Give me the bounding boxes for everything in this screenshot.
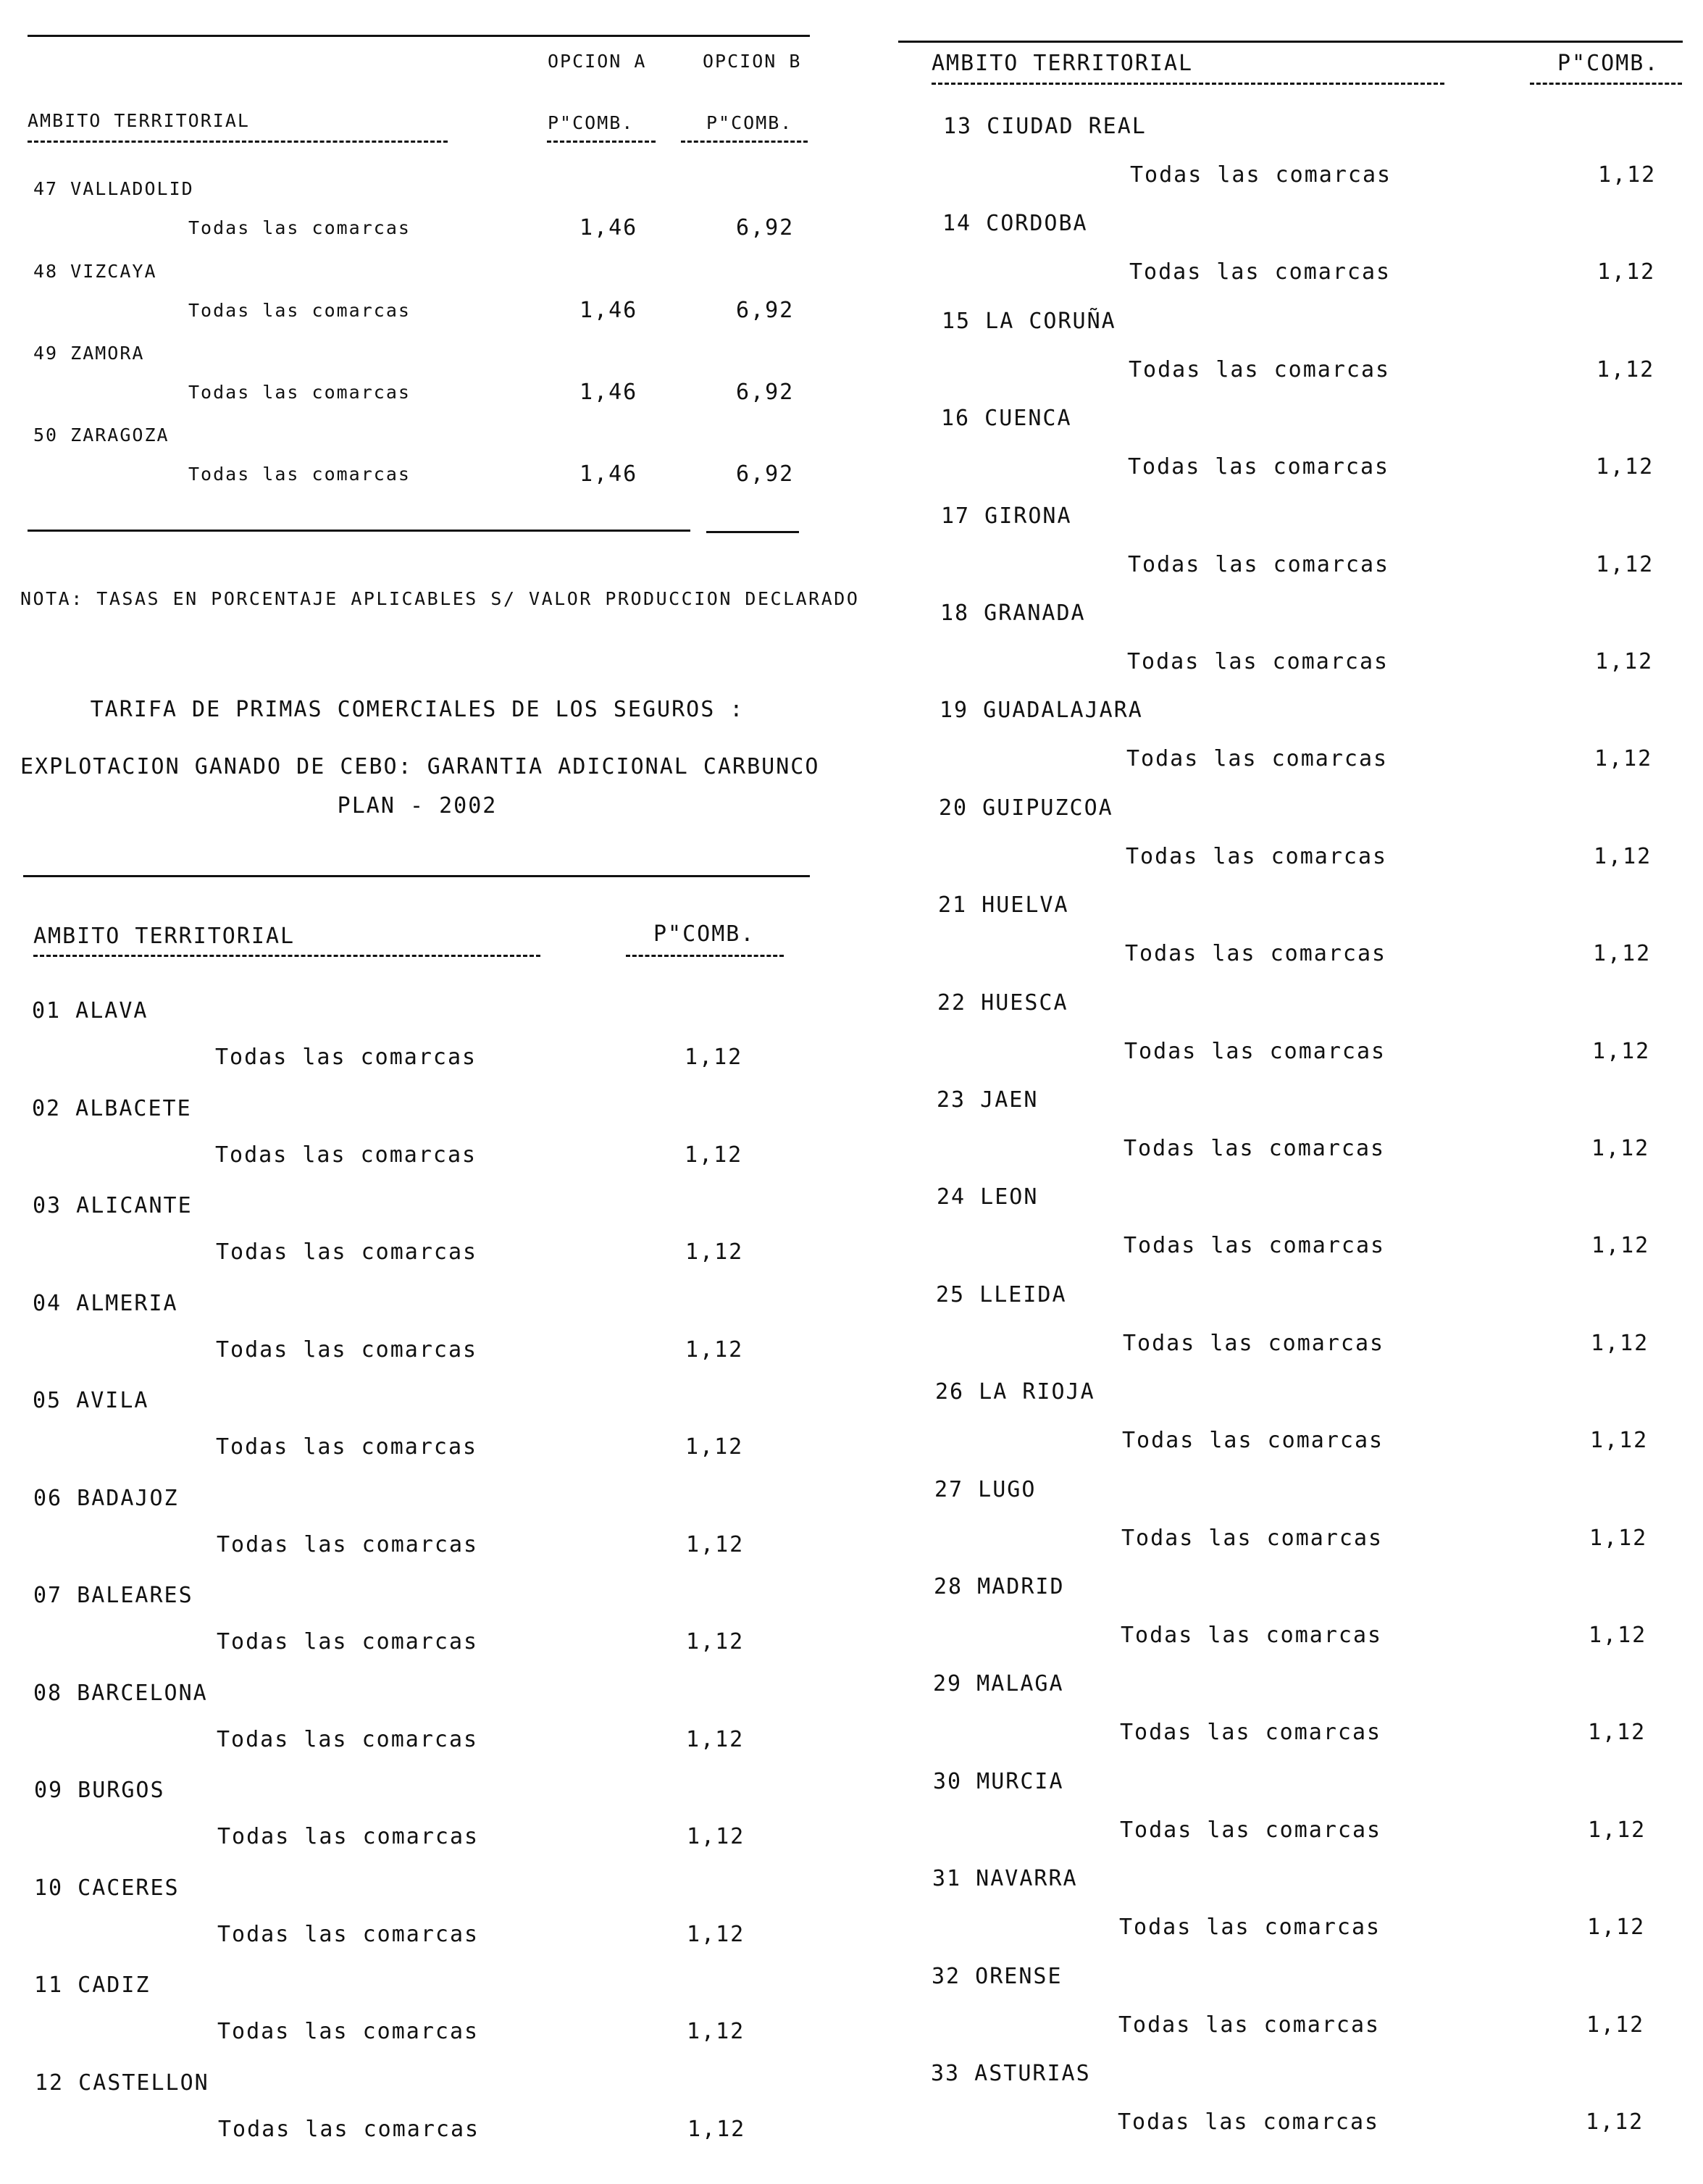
comarca-label: Todas las comarcas: [1125, 941, 1387, 967]
ambito-header-right: AMBITO TERRITORIAL: [932, 51, 1194, 76]
province-name: 12 CASTELLON: [35, 2070, 209, 2096]
comarca-label: Todas las comarcas: [188, 382, 411, 403]
comarca-label: Todas las comarcas: [217, 1726, 479, 1752]
plan-year: PLAN - 2002: [337, 793, 498, 819]
province-name: 03 ALICANTE: [33, 1193, 193, 1218]
ambito-underline-right: [932, 83, 1444, 85]
comarca-label: Todas las comarcas: [217, 2019, 480, 2044]
comarca-label: Todas las comarcas: [1118, 2012, 1381, 2038]
comarca-label: Todas las comarcas: [1129, 259, 1392, 285]
ambito-header-left: AMBITO TERRITORIAL: [33, 924, 296, 949]
comarca-label: Todas las comarcas: [1119, 1915, 1381, 1941]
province-name: 09 BURGOS: [34, 1778, 165, 1803]
pcomb-value: 1,12: [1589, 1623, 1647, 1648]
pcomb-value: 1,12: [1594, 843, 1652, 869]
pcomb-value: 1,12: [685, 1142, 743, 1168]
pcomb-header-left: P"COMB.: [653, 921, 756, 947]
pcomb-value: 1,12: [1594, 746, 1653, 772]
right-table-rule: [898, 41, 1683, 43]
pcomb-a-header: P"COMB.: [548, 112, 635, 133]
province-name: 05 AVILA: [33, 1388, 149, 1413]
province-name: 32 ORENSE: [932, 1963, 1063, 1989]
province-name: 26 LA RIOJA: [935, 1379, 1095, 1405]
comarca-label: Todas las comarcas: [217, 1921, 480, 1947]
comarca-label: Todas las comarcas: [215, 1045, 477, 1070]
province-name: 17 GIRONA: [941, 503, 1072, 529]
pcomb-b-header: P"COMB.: [706, 112, 793, 133]
pcomb-value: 1,12: [1587, 1915, 1646, 1941]
opcion-a-value: 1,46: [579, 380, 638, 405]
comarca-label: Todas las comarcas: [1126, 746, 1389, 772]
comarca-label: Todas las comarcas: [1129, 356, 1391, 382]
comarca-label: Todas las comarcas: [1120, 1817, 1382, 1843]
comarca-label: Todas las comarcas: [1124, 1233, 1386, 1259]
page-title: TARIFA DE PRIMAS COMERCIALES DE LOS SEGUROS :: [90, 697, 745, 722]
ambito-header-top: AMBITO TERRITORIAL: [28, 110, 250, 131]
province-name: 28 MADRID: [934, 1574, 1065, 1599]
province-name: 50 ZARAGOZA: [33, 424, 170, 445]
province-name: 06 BADAJOZ: [33, 1485, 179, 1511]
pcomb-value: 1,12: [1597, 259, 1656, 285]
province-name: 19 GUADALAJARA: [940, 698, 1143, 724]
comarca-label: Todas las comarcas: [188, 300, 411, 321]
province-name: 30 MURCIA: [933, 1768, 1064, 1794]
province-name: 02 ALBACETE: [32, 1095, 192, 1121]
pcomb-value: 1,12: [1596, 454, 1654, 480]
province-name: 10 CACERES: [34, 1875, 180, 1901]
pcomb-value: 1,12: [687, 2116, 746, 2142]
pcomb-value: 1,12: [1596, 551, 1654, 577]
comarca-label: Todas las comarcas: [1128, 454, 1390, 480]
pcomb-value: 1,12: [686, 1629, 745, 1654]
pcomb-value: 1,12: [685, 1336, 744, 1363]
pcomb-underline-left: [626, 955, 784, 957]
pcomb-b-underline: [681, 141, 808, 143]
opcion-b-value: 6,92: [736, 461, 795, 487]
pcomb-value: 1,12: [1592, 1038, 1651, 1064]
comarca-label: Todas las comarcas: [1123, 1330, 1385, 1356]
pcomb-value: 1,12: [687, 1921, 745, 1947]
comarca-label: Todas las comarcas: [218, 2116, 480, 2142]
opcion-a-value: 1,46: [579, 215, 638, 240]
comarca-label: Todas las comarcas: [1120, 1720, 1382, 1746]
province-name: 47 VALLADOLID: [33, 178, 194, 199]
comarca-label: Todas las comarcas: [217, 1629, 479, 1654]
province-name: 18 GRANADA: [940, 601, 1086, 626]
opcion-b-value: 6,92: [736, 298, 795, 323]
pcomb-value: 1,12: [685, 1434, 744, 1460]
comarca-label: Todas las comarcas: [217, 1824, 480, 1849]
comarca-label: Todas las comarcas: [216, 1336, 478, 1363]
opcion-a-header: OPCION A: [548, 51, 647, 72]
province-name: 11 CADIZ: [34, 1972, 151, 1998]
pcomb-value: 1,12: [1586, 2012, 1645, 2038]
province-name: 01 ALAVA: [32, 998, 148, 1024]
province-name: 23 JAEN: [937, 1087, 1039, 1113]
pcomb-a-underline: [547, 141, 656, 143]
pcomb-value: 1,12: [1590, 1428, 1649, 1454]
pcomb-value: 1,12: [1588, 1817, 1646, 1843]
top-table-bottom-rule-b: [706, 531, 799, 533]
comarca-label: Todas las comarcas: [217, 1531, 479, 1557]
pcomb-value: 1,12: [1591, 1330, 1649, 1356]
top-table-bottom-rule: [28, 530, 690, 532]
comarca-label: Todas las comarcas: [1126, 843, 1388, 869]
ambito-underline-left: [33, 955, 540, 957]
province-name: 22 HUESCA: [937, 990, 1068, 1016]
opcion-b-value: 6,92: [736, 380, 795, 405]
comarca-label: Todas las comarcas: [1122, 1428, 1384, 1454]
pcomb-value: 1,12: [1595, 649, 1654, 674]
opcion-b-value: 6,92: [736, 215, 795, 240]
pcomb-value: 1,12: [687, 1824, 745, 1849]
pcomb-value: 1,12: [1598, 162, 1657, 188]
pcomb-value: 1,12: [1591, 1233, 1650, 1259]
pcomb-value: 1,12: [1589, 1525, 1648, 1551]
pcomb-value: 1,12: [1588, 1720, 1646, 1746]
province-name: 31 NAVARRA: [932, 1866, 1078, 1892]
province-name: 20 GUIPUZCOA: [939, 795, 1113, 821]
pcomb-value: 1,12: [685, 1045, 743, 1070]
ambito-underline-top: [28, 141, 448, 143]
comarca-label: Todas las comarcas: [1128, 551, 1390, 577]
province-name: 14 CORDOBA: [942, 211, 1088, 237]
pcomb-value: 1,12: [687, 2019, 745, 2044]
province-name: 24 LEON: [937, 1184, 1039, 1210]
province-name: 16 CUENCA: [941, 406, 1072, 432]
pcomb-value: 1,12: [1597, 356, 1655, 382]
comarca-label: Todas las comarcas: [1121, 1623, 1383, 1648]
comarca-label: Todas las comarcas: [1130, 162, 1392, 188]
comarca-label: Todas las comarcas: [1127, 649, 1389, 674]
province-name: 21 HUELVA: [938, 892, 1069, 919]
opcion-b-header: OPCION B: [703, 51, 802, 72]
pcomb-value: 1,12: [686, 1726, 745, 1752]
pcomb-value: 1,12: [1586, 2109, 1644, 2135]
comarca-label: Todas las comarcas: [216, 1434, 478, 1460]
province-name: 49 ZAMORA: [33, 343, 145, 364]
comarca-label: Todas las comarcas: [188, 217, 411, 238]
comarca-label: Todas las comarcas: [1118, 2109, 1380, 2135]
province-name: 04 ALMERIA: [33, 1290, 178, 1316]
province-name: 48 VIZCAYA: [33, 261, 157, 282]
comarca-label: Todas las comarcas: [215, 1142, 477, 1168]
province-name: 33 ASTURIAS: [931, 2061, 1091, 2086]
province-name: 07 BALEARES: [33, 1583, 193, 1608]
province-name: 29 MALAGA: [933, 1671, 1064, 1697]
opcion-a-value: 1,46: [579, 461, 638, 487]
comarca-label: Todas las comarcas: [188, 464, 411, 485]
comarca-label: Todas las comarcas: [1124, 1136, 1386, 1161]
comarca-label: Todas las comarcas: [216, 1239, 478, 1265]
province-name: 25 LLEIDA: [936, 1281, 1067, 1308]
top-table-rule: [28, 35, 810, 37]
pcomb-value: 1,12: [686, 1531, 745, 1557]
nota-text: NOTA: TASAS EN PORCENTAJE APLICABLES S/ VALOR PRODUCCION DECLARADO: [20, 588, 860, 609]
opcion-a-value: 1,46: [579, 298, 638, 323]
pcomb-value: 1,12: [1591, 1136, 1650, 1161]
pcomb-header-right: P"COMB.: [1557, 51, 1660, 76]
province-name: 15 LA CORUÑA: [942, 308, 1116, 334]
province-name: 13 CIUDAD REAL: [943, 114, 1147, 139]
bottom-left-table-rule: [23, 875, 810, 877]
province-name: 27 LUGO: [934, 1476, 1037, 1502]
page-subtitle: EXPLOTACION GANADO DE CEBO: GARANTIA ADICIONAL CARBUNCO: [20, 754, 820, 779]
pcomb-value: 1,12: [1593, 941, 1652, 967]
comarca-label: Todas las comarcas: [1121, 1525, 1384, 1551]
province-name: 08 BARCELONA: [33, 1680, 208, 1706]
pcomb-underline-right: [1530, 83, 1682, 85]
comarca-label: Todas las comarcas: [1124, 1038, 1386, 1064]
pcomb-value: 1,12: [685, 1239, 744, 1265]
